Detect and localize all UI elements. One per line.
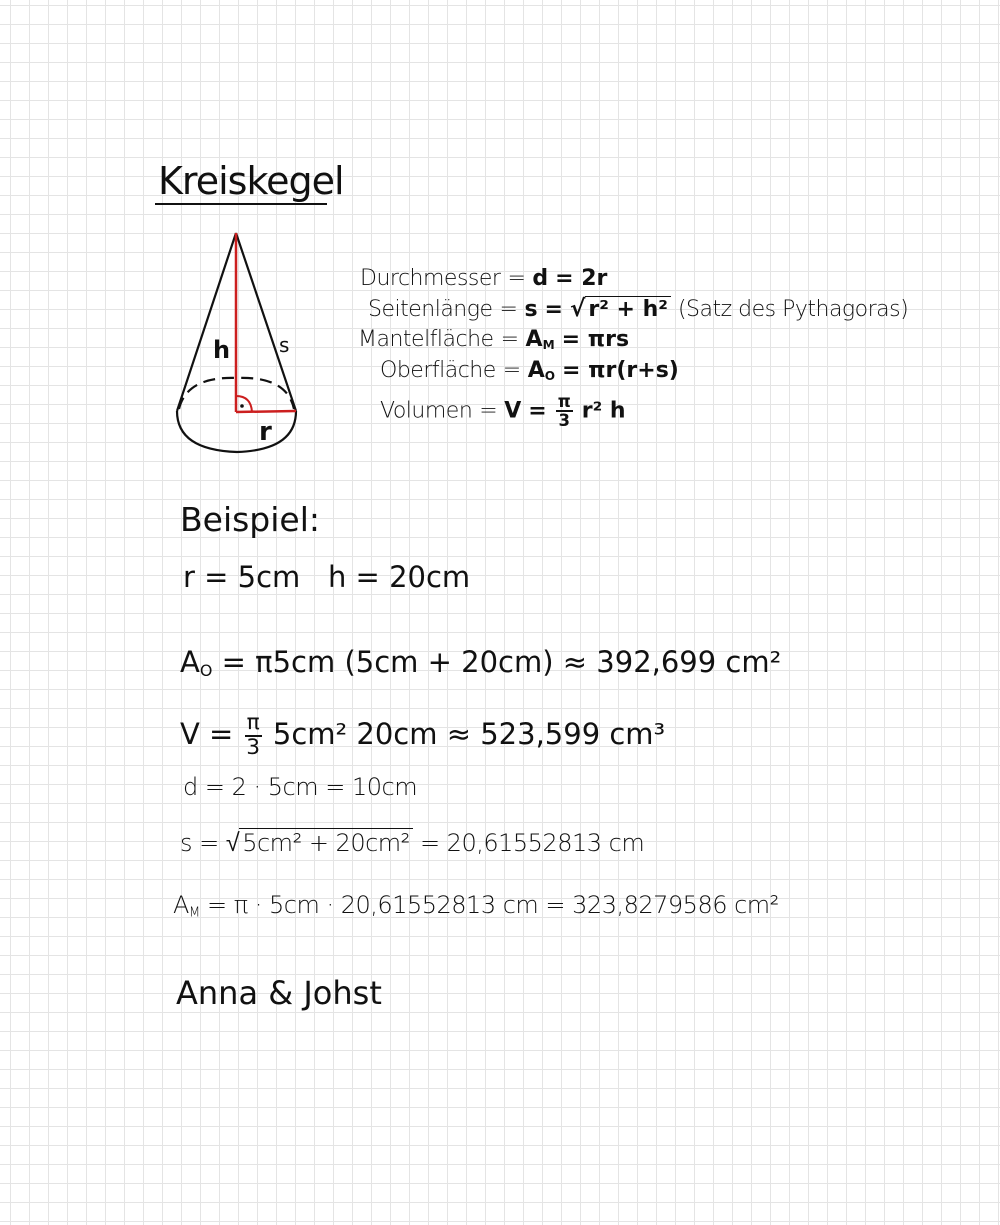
- calc-volumen-fraction: $\frac{\pi}{3}$: [246, 710, 261, 760]
- formula-oberflaeche: Oberfläche = $A_O = \pi r(r+s)$: [380, 358, 679, 384]
- formula-seitenlaenge: Seitenlänge = s = √ r² + h² (Satz des Pythagoras): [368, 296, 909, 322]
- right-angle-dot: [240, 404, 244, 408]
- volumen-fraction: $\frac{\pi}{3}$: [557, 392, 571, 431]
- cone-side-right: [236, 233, 296, 411]
- formula-volumen: Volumen = V = $\frac{\pi}{3}$ r² h: [380, 392, 626, 431]
- cone-diagram: [165, 228, 315, 460]
- cone-label-s: s: [279, 333, 290, 357]
- page-title: Kreiskegel: [158, 159, 344, 203]
- formula-durchmesser: Durchmesser = d = 2r: [360, 266, 608, 291]
- cone-radius-line: [236, 411, 296, 412]
- calc-oberflaeche: $A_O = \pi 5cm$ (5cm + 20cm) ≈ 392,699 cm²: [180, 645, 782, 680]
- cone-label-r: r: [259, 417, 272, 447]
- example-heading: Beispiel:: [180, 500, 321, 539]
- right-angle-marker: [236, 396, 252, 412]
- example-given-values: r = 5cm h = 20cm: [183, 560, 471, 594]
- title-underline: [155, 203, 327, 205]
- formula-mantelflaeche: Mantelfläche = $A_M = \pi rs$: [358, 327, 630, 353]
- authors-signature: Anna & Johst: [176, 974, 382, 1012]
- cone-base-front: [177, 411, 296, 452]
- calc-seitenlaenge: s = √ 5cm² + 20cm² = 20,61552813 cm: [180, 828, 645, 857]
- cone-side-left: [177, 233, 236, 411]
- calc-volumen: V = $\frac{\pi}{3}$ 5cm² 20cm ≈ 523,599 cm³: [180, 710, 666, 760]
- calc-durchmesser: d = 2 · 5cm = 10cm: [183, 773, 418, 801]
- cone-label-h: h: [213, 336, 231, 364]
- calc-mantelflaeche: $A_M = \pi \cdot 5cm \cdot 20,61552813$ cm = 323,8279586 cm²: [173, 891, 779, 921]
